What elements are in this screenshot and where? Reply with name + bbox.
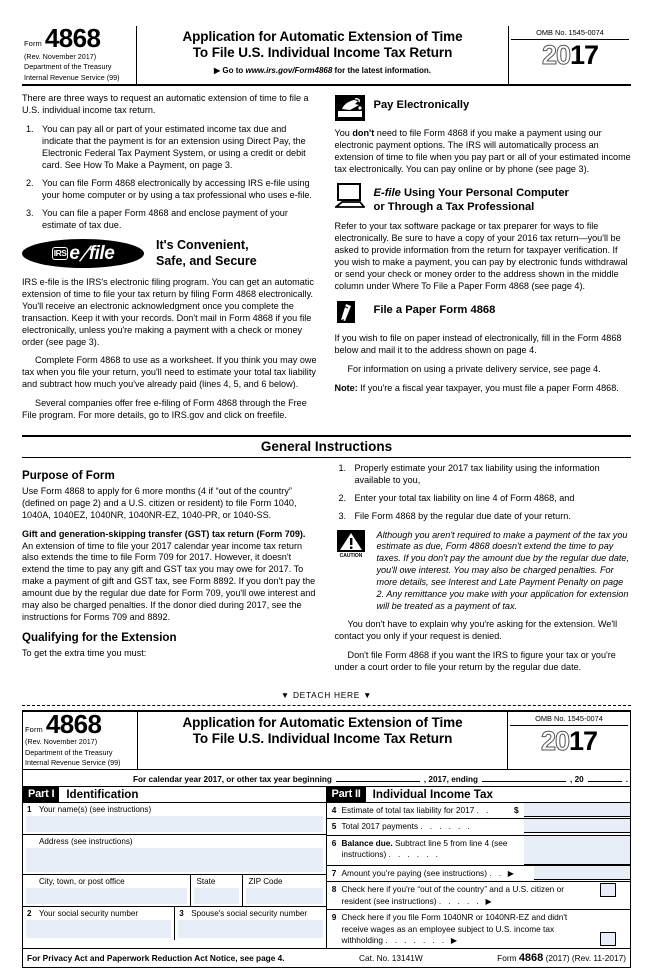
part-2-title: Individual Income Tax	[372, 787, 493, 801]
general-instructions-bar: General Instructions	[22, 435, 631, 458]
field-spouse-ssn	[174, 907, 325, 940]
caution-text: Although you aren't required to make a payment of the tax you estimate as due, Form 4868 doesn't extend the time to pay taxes. If you don't pay the amount due by the regular due date, you'll owe interest. You may also be charged penalties. For more details, see Interest and Late Payment Penalty on page 2. Any remittance you make with your application for extension will be treated as a payment of tax.	[376, 529, 629, 611]
intro-right-column	[335, 93, 632, 429]
field-city-state-zip	[23, 875, 326, 907]
part2-line-9	[327, 910, 631, 948]
form-dept-line2: Internal Revenue Service (99)	[25, 758, 121, 768]
footer-form-number: 4868	[518, 952, 544, 965]
leader-dots: . . . . . . .	[385, 935, 447, 945]
your-ssn-input[interactable]	[26, 920, 171, 938]
line-7-arrow-icon: ▶	[507, 868, 514, 878]
calendar-year-period: .	[625, 774, 628, 784]
line-number: 1	[27, 804, 32, 814]
list-item-number: 1.	[26, 124, 34, 135]
pen-writing-icon	[335, 300, 365, 326]
pay-electronically-heading-row	[335, 95, 632, 121]
form-omb-block	[509, 26, 631, 84]
detach-here-label: ▼ DETACH HERE ▼	[280, 689, 373, 700]
form-dept-line1: Department of the Treasury	[25, 747, 113, 757]
line-5-amount[interactable]	[524, 819, 630, 833]
efile-heading-rest: Using Your Personal Computer	[400, 187, 569, 200]
computer-monitor-icon	[335, 183, 365, 209]
field-city	[23, 875, 190, 906]
label-text: Your social security number	[39, 908, 139, 918]
goto-arrow-prefix: ▶ Go to	[214, 66, 246, 76]
line-4-amount[interactable]	[524, 803, 630, 817]
footer-form-label: Form	[497, 953, 519, 964]
efile-computer-heading	[374, 183, 569, 214]
line-5-text	[342, 819, 515, 834]
efile-computer-heading-row	[335, 183, 632, 214]
efile-tagline-line2: Safe, and Secure	[156, 253, 257, 268]
list-item-number: 3.	[26, 207, 34, 218]
line-6-bold-prefix: Balance due.	[341, 837, 393, 848]
line-7-label: Amount you're paying (see instructions)	[341, 867, 487, 878]
list-item-text: Properly estimate your 2017 tax liability using the information available to you,	[354, 462, 600, 485]
detach-here	[22, 690, 631, 710]
line-4-text	[342, 803, 515, 818]
line-number: 7	[331, 867, 337, 878]
part-2-tag: Part II	[327, 787, 366, 802]
general-instructions-section	[22, 435, 631, 681]
form-header-left	[22, 23, 137, 84]
detachable-header-left	[23, 708, 138, 769]
leader-dots: . .	[476, 804, 491, 815]
tax-year	[511, 41, 629, 69]
general-instructions-columns	[22, 462, 631, 681]
tax-year-solid: 17	[570, 40, 599, 70]
detachable-title-block	[138, 712, 508, 769]
caution-triangle-icon	[335, 530, 369, 613]
line-7-amount-input[interactable]	[534, 866, 630, 880]
efile-paragraph-2: Complete Form 4868 to use as a worksheet. If you think you may owe tax when you file your return, you'll need to estimate your total tax liability and subtract how much you've already paid (lines 4, 5, and 6 below).	[22, 355, 317, 390]
list-item	[22, 208, 319, 232]
line-number: 8	[331, 884, 337, 895]
line-number: 4	[331, 804, 337, 815]
leader-dots: . . . . .	[438, 895, 482, 906]
omb-number: OMB No. 1545-0074	[511, 28, 629, 40]
qualifying-lead: To get the extra time you must:	[22, 647, 147, 658]
paper-form-note	[335, 383, 632, 395]
paper-form-text-1: If you wish to file on paper instead of electronically, fill in the Form 4868 below and mail it to the address shown on page 4.	[334, 332, 622, 355]
svg-text:CAUTION: CAUTION	[339, 552, 362, 559]
intro-columns	[22, 93, 631, 429]
paper-form-heading-row	[335, 300, 632, 326]
part2-line-7	[327, 866, 631, 882]
paper-form-text-2: For information on using a private delivery service, see page 4.	[347, 363, 601, 374]
list-item-text: You can pay all or part of your estimated income tax due and indicate that the payment is for an extension using Direct Pay, the Electronic Federal Tax Payment System, or using a credit or debit card. See How To Make a Payment, on page 3.	[42, 124, 306, 170]
part2-line-4	[327, 803, 631, 819]
efile-logo-e: e	[69, 242, 80, 264]
efile-heading-line2: or Through a Tax Professional	[373, 200, 535, 213]
form-dept-line1: Department of the Treasury	[24, 62, 112, 72]
caution-block	[335, 530, 632, 613]
pay-electronically-heading: Pay Electronically	[373, 99, 470, 112]
general-after-paragraph-1: You don't have to explain why you're asking for the extension. We'll contact you only if your request is denied.	[334, 618, 618, 641]
efile-logo-file: file	[88, 242, 115, 264]
list-item-number: 2.	[338, 492, 347, 503]
efile-paragraph-3: Several companies offer free e-filing of Form 4868 through the Free File program. For more details, go to IRS.gov and click on freefile.	[22, 398, 307, 421]
form-number: 4868	[44, 23, 101, 53]
calendar-year-mid: , 2017, ending	[423, 774, 479, 784]
line-5-label: Total 2017 payments	[341, 821, 419, 832]
paper-form-heading: File a Paper Form 4868	[373, 303, 496, 316]
line-number: 2	[27, 908, 32, 918]
line-9-label: Check here if you file Form 1040NR or 1040NR-EZ and didn't receive wages as an employee subject to U.S. income tax withholding	[341, 912, 568, 945]
form-parts	[23, 786, 630, 949]
part2-line-5	[327, 819, 631, 835]
line-8-checkbox-cell[interactable]	[594, 882, 630, 897]
city-input[interactable]	[26, 888, 187, 904]
label-text: Spouse's social security number	[191, 908, 308, 918]
dollar-sign: $	[514, 804, 519, 815]
privacy-act-notice: For Privacy Act and Paperwork Reduction Act Notice, see page 4.	[27, 953, 285, 964]
leader-dots: . . . . . .	[420, 821, 473, 832]
form-header	[22, 23, 631, 86]
qualifying-list	[335, 463, 632, 523]
spouse-ssn-input[interactable]	[178, 920, 322, 938]
part-2-bar	[327, 787, 631, 803]
list-item	[22, 178, 319, 202]
line-8-text	[342, 882, 595, 909]
line-number: 6	[331, 837, 337, 848]
field-zip	[242, 875, 326, 906]
line-9-text	[342, 910, 595, 948]
gst-text: An extension of time to file your 2017 calendar year income tax return also extends the time to file Form 709 for 2017. However, it doesn't extend the time to pay any gift and GST tax you may owe for 2017. To make a payment of gift and GST tax, see Form 8892. If you don't pay the amount due by the regular due date for Form 709, you'll owe interest and may also be charged penalties. If the donor died during 2017, see the instructions for Forms 709 and 8892.	[22, 540, 316, 622]
spouse-ssn-label	[175, 907, 325, 918]
line-9-arrow-icon: ▶	[450, 936, 457, 945]
part-1-title: Identification	[66, 787, 139, 801]
intro-list	[22, 124, 319, 231]
form-rev: (Rev. November 2017)	[25, 737, 98, 747]
efile-heading-italic: E-file	[373, 187, 401, 200]
calendar-year-row	[23, 769, 630, 786]
purpose-paragraph: Use Form 4868 to apply for 6 more months (4 if “out of the country” (defined on page 2) and a U.S. citizen or resident) to file Form 1040, 1040A, 1040EZ, 1040NR, 1040NR-EZ, 1040-PR, or 1040-SS.	[22, 485, 297, 520]
general-after-paragraph-2: Don't file Form 4868 if you want the IRS to figure your tax or you're under a court order to file your return by the regular due date.	[334, 649, 616, 672]
field-address	[23, 835, 326, 875]
tax-year-beginning-input[interactable]	[336, 772, 420, 782]
detach-dashed-line	[22, 705, 631, 706]
form-title-block	[137, 26, 509, 84]
line-6-amount-input[interactable]	[524, 836, 630, 865]
detachable-form	[22, 710, 631, 968]
omb-number: OMB No. 1545-0074	[510, 714, 628, 726]
gst-paragraph	[22, 529, 319, 624]
tax-year-outline: 20	[540, 725, 569, 756]
line-8-arrow-icon: ▶	[485, 896, 492, 906]
note-label: Note:	[334, 382, 358, 393]
efile-tagline	[156, 238, 257, 269]
zip-input[interactable]	[246, 888, 323, 904]
pay-text-bold: don't	[352, 128, 375, 139]
form-dept-line2: Internal Revenue Service (99)	[24, 72, 120, 82]
line-7-text	[342, 866, 535, 881]
qualifying-heading: Qualifying for the Extension	[22, 630, 177, 644]
goto-suffix: for the latest information.	[332, 66, 431, 76]
field-name	[23, 803, 326, 835]
list-item-number: 1.	[338, 462, 347, 473]
list-item-number: 3.	[338, 510, 347, 521]
list-item-text: You can file Form 4868 electronically by accessing IRS e-file using your home computer or by using a tax professional who uses e-file.	[42, 177, 312, 200]
line-6-amount[interactable]	[524, 836, 630, 865]
part-1-tag: Part I	[23, 787, 59, 802]
label-text: Your name(s) (see instructions)	[39, 804, 152, 814]
field-state	[190, 875, 242, 906]
intro-left-column	[22, 93, 319, 429]
efile-computer-text: Refer to your tax software package or tax preparer for ways to file electronically. Be sure to have a copy of your 2016 tax return—you'll be asked to provide information from the return for taxpayer verification. If you wish to make a payment, you can pay by electronic funds withdrawal or send your check or money order to the address shown in the middle column under Where To File a Paper Form 4868 (see page 4).	[334, 221, 628, 291]
part2-line-6	[327, 836, 631, 866]
your-ssn-label	[23, 907, 174, 918]
efile-logo-bolt: ╱	[80, 245, 88, 261]
line-number: 5	[331, 821, 337, 832]
goto-url[interactable]: www.irs.gov/Form4868	[245, 66, 333, 76]
list-item	[335, 493, 632, 505]
field-name-label	[23, 803, 326, 814]
catalog-number: Cat. No. 13141W	[359, 953, 423, 964]
form-rev: (Rev. November 2017)	[24, 51, 97, 61]
name-input[interactable]	[26, 816, 323, 832]
list-item	[22, 124, 319, 172]
detachable-form-header	[23, 708, 630, 769]
list-item	[335, 463, 632, 487]
detachable-omb-block	[508, 712, 630, 769]
part-1-bar	[23, 787, 326, 803]
line-5-amount-input[interactable]	[524, 819, 630, 833]
form-number: 4868	[45, 708, 102, 739]
line-6-label: Subtract line 5 from line 4 (see instructions)	[341, 837, 508, 860]
address-input[interactable]	[26, 848, 323, 872]
line-4-label: Estimate of total tax liability for 2017	[341, 804, 475, 815]
form-1040nr-checkbox[interactable]	[600, 932, 616, 946]
line-8-label: Check here if you're “out of the country” and a U.S. citizen or resident (see instructions)	[341, 884, 564, 906]
leader-dots: . . . . . .	[388, 849, 441, 860]
form-title-line2: To File U.S. Individual Income Tax Return	[192, 45, 453, 61]
purpose-of-form-heading: Purpose of Form	[22, 468, 115, 482]
form-title-line1: Application for Automatic Extension of Time	[182, 29, 463, 44]
list-item-number: 2.	[26, 177, 34, 188]
line-number: 3	[179, 908, 184, 918]
part-1	[23, 787, 327, 949]
form-word: Form	[24, 39, 42, 49]
irs-efile-logo-icon	[22, 239, 144, 268]
list-item-text: File Form 4868 by the regular due date of your return.	[354, 510, 571, 521]
note-text: If you're a fiscal year taxpayer, you must file a paper Form 4868.	[357, 382, 619, 393]
calendar-year-end: , 20	[570, 774, 584, 784]
hand-card-icon	[335, 95, 365, 121]
state-input[interactable]	[194, 888, 239, 904]
list-item	[335, 511, 632, 523]
list-item-text: Enter your total tax liability on line 4 of Form 4868, and	[354, 492, 575, 503]
pay-electronically-text	[335, 128, 632, 176]
line-9-checkbox-cell[interactable]	[594, 931, 630, 948]
pay-text-a: You	[334, 128, 353, 139]
efile-logo-row	[22, 238, 319, 269]
gst-label: Gift and generation-skipping transfer (GST) tax return (Form 709).	[22, 528, 306, 539]
line-7-amount[interactable]	[534, 866, 630, 880]
city-label: City, town, or post office	[39, 876, 125, 886]
pay-text-c: need to file Form 4868 if you make a payment using our electronic payment options. The IRS will automatically process an extension of time to file when you pay part or all of your estimated income tax electronically. You can pay online or by phone (see page 3).	[334, 128, 631, 175]
field-address-label: Address (see instructions)	[39, 836, 133, 846]
out-of-country-checkbox[interactable]	[600, 883, 616, 897]
form-goto-line	[141, 66, 504, 75]
list-item-text: You can file a paper Form 4868 and enclose payment of your estimate of tax due.	[42, 207, 288, 230]
field-your-ssn	[23, 907, 174, 940]
efile-tagline-line1: It's Convenient,	[156, 238, 249, 253]
footer-form-id	[497, 952, 626, 964]
line-number: 9	[331, 912, 337, 923]
calendar-year-prefix: For calendar year 2017, or other tax year beginning	[133, 774, 332, 784]
tax-year-end-digits-input[interactable]	[588, 772, 622, 782]
line-6-text	[342, 836, 515, 863]
tax-year	[510, 727, 628, 755]
form-title-line2: To File U.S. Individual Income Tax Return	[192, 730, 453, 746]
general-right-column	[335, 462, 632, 681]
form-word: Form	[25, 724, 43, 734]
state-label: State	[196, 876, 216, 886]
general-left-column	[22, 462, 319, 681]
tax-year-outline: 20	[541, 40, 570, 70]
tax-year-solid: 17	[569, 725, 598, 756]
zip-label: ZIP Code	[248, 876, 283, 886]
part2-line-8	[327, 882, 631, 910]
part-2	[327, 787, 631, 949]
line-4-amount-input[interactable]	[524, 803, 630, 817]
footer-form-year: (2017) (Rev. 11-2017)	[543, 953, 626, 964]
field-ssn-row	[23, 907, 326, 940]
tax-year-ending-input[interactable]	[482, 772, 566, 782]
intro-lead: There are three ways to request an automatic extension of time to file a U.S. individual income tax return.	[22, 93, 309, 116]
leader-dots: . .	[489, 867, 504, 878]
spacer	[514, 819, 524, 821]
form-title-line1: Application for Automatic Extension of Time	[182, 714, 463, 730]
efile-logo-irs: IRS	[53, 248, 67, 259]
detachable-form-footer	[23, 948, 630, 967]
efile-paragraph-1: IRS e-file is the IRS's electronic filing program. You can get an automatic extension of time to file your tax return by filing Form 4868 electronically. You'll receive an electronic acknowledgment once you complete the transaction. Keep it with your records. Don't mail in Form 4868 if you file electronically, unless you're making a payment with a check or money order (see page 3).	[22, 276, 314, 347]
